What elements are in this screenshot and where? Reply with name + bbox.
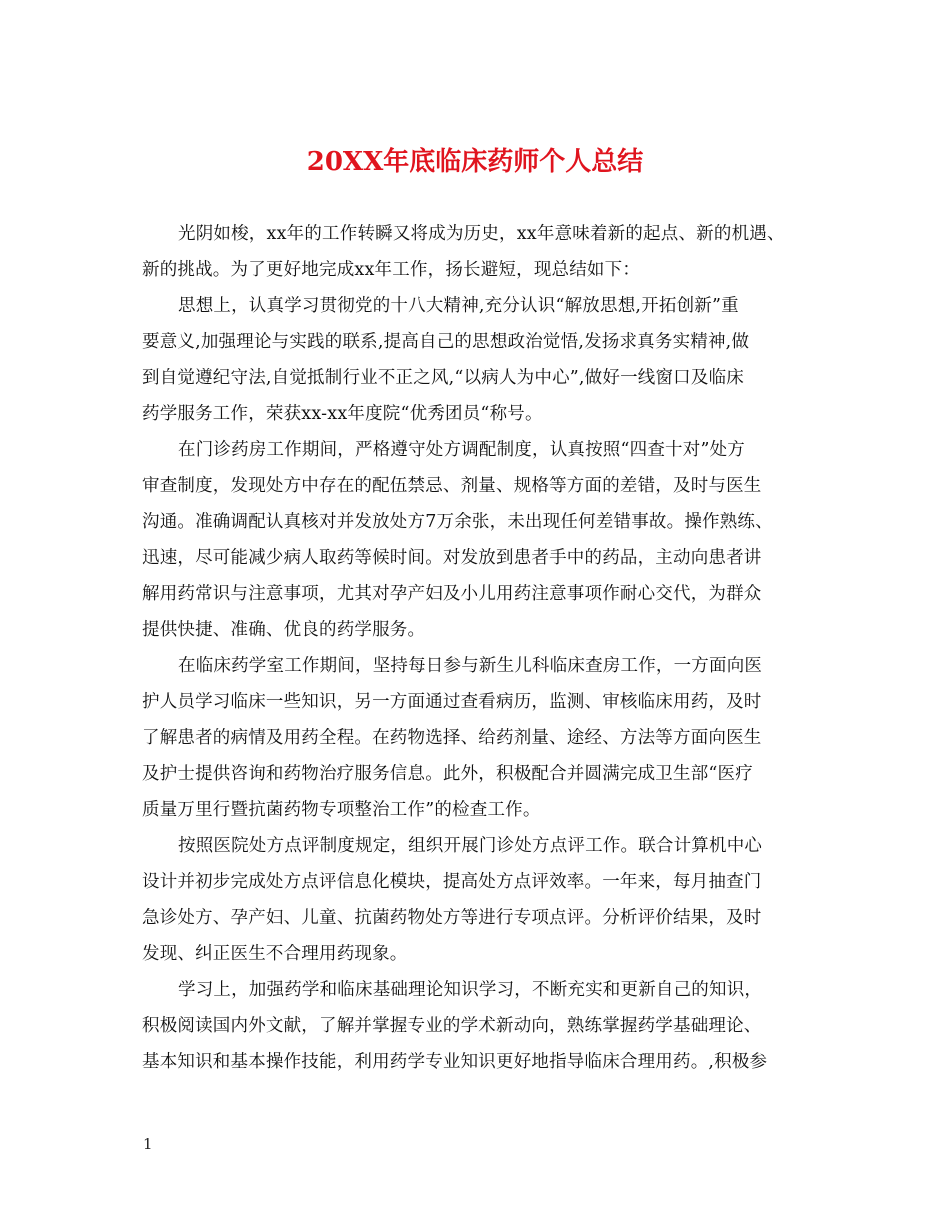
paragraph-1-line-2: 新的挑战。为了更好地完成xx年工作，扬长避短，现总结如下：: [142, 260, 641, 280]
paragraph-4-line-1: 在临床药学室工作期间，坚持每日参与新生儿科临床查房工作，一方面向医: [178, 656, 763, 676]
paragraph-4-line-2: 护人员学习临床一些知识，另一方面通过查看病历，监测、审核临床用药，及时: [142, 692, 762, 712]
paragraph-5-line-1: 按照医院处方点评制度规定，组织开展门诊处方点评工作。联合计算机中心: [178, 836, 763, 856]
paragraph-3-line-4: 迅速，尽可能减少病人取药等候时间。对发放到患者手中的药品，主动向患者讲: [142, 548, 762, 568]
paragraph-4-line-4: 及护士提供咨询和药物治疗服务信息。此外，积极配合并圆满完成卫生部“医疗: [142, 764, 753, 784]
paragraph-3-line-2: 审查制度，发现处方中存在的配伍禁忌、剂量、规格等方面的差错，及时与医生: [142, 476, 762, 496]
paragraph-3-line-3: 沟通。准确调配认真核对并发放处方7万余张，未出现任何差错事故。操作熟练、: [142, 512, 773, 532]
paragraph-2-line-4: 药学服务工作，荣获xx-xx年度院“优秀团员“称号。: [142, 404, 543, 424]
paragraph-5-line-4: 发现、纠正医生不合理用药现象。: [142, 944, 408, 964]
paragraph-3-line-6: 提供快捷、准确、优良的药学服务。: [142, 620, 426, 640]
paragraph-2-line-2: 要意义,加强理论与实践的联系,提高自己的思想政治觉悟,发扬求真务实精神,做: [142, 332, 750, 352]
page-title: 20XX年底临床药师个人总结: [306, 147, 644, 177]
paragraph-2-line-1: 思想上，认真学习贯彻党的十八大精神,充分认识“解放思想,开拓创新”重: [178, 296, 739, 316]
paragraph-5-line-3: 急诊处方、孕产妇、儿童、抗菌药物处方等进行专项点评。分析评价结果，及时: [142, 908, 762, 928]
paragraph-4-line-3: 了解患者的病情及用药全程。在药物选择、给药剂量、途经、方法等方面向医生: [142, 728, 762, 748]
paragraph-1-line-1: 光阴如梭，xx年的工作转瞬又将成为历史，xx年意味着新的起点、新的机遇、: [178, 224, 785, 244]
paragraph-3-line-5: 解用药常识与注意事项，尤其对孕产妇及小儿用药注意事项作耐心交代，为群众: [142, 584, 762, 604]
paragraph-6-line-3: 基本知识和基本操作技能，利用药学专业知识更好地指导临床合理用药。,积极参: [142, 1052, 768, 1072]
paragraph-6-line-1: 学习上，加强药学和临床基础理论知识学习，不断充实和更新自己的知识，: [178, 980, 763, 1000]
paragraph-4-line-5: 质量万里行暨抗菌药物专项整治工作”的检查工作。: [142, 800, 541, 820]
paragraph-6-line-2: 积极阅读国内外文献，了解并掌握专业的学术新动向，熟练掌握药学基础理论、: [142, 1016, 762, 1036]
paragraph-3-line-1: 在门诊药房工作期间，严格遵守处方调配制度，认真按照“四查十对”处方: [178, 440, 745, 460]
page-number: 1: [143, 1135, 153, 1153]
paragraph-2-line-3: 到自觉遵纪守法,自觉抵制行业不正之风,“以病人为中心”,做好一线窗口及临床: [142, 368, 744, 388]
paragraph-5-line-2: 设计并初步完成处方点评信息化模块，提高处方点评效率。一年来，每月抽查门: [142, 872, 762, 892]
